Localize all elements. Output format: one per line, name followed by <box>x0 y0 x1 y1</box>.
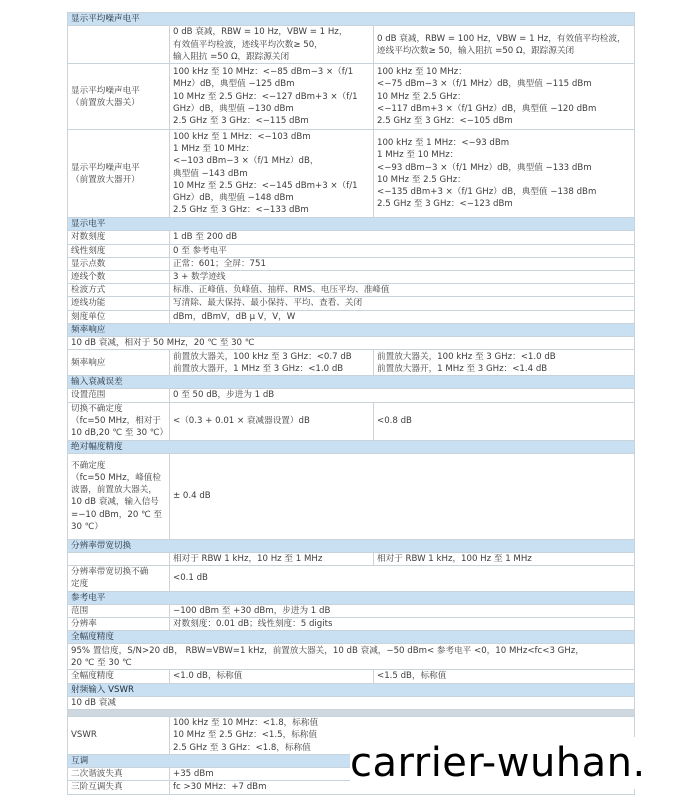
spec-row <box>68 231 635 244</box>
section-title: 全幅度精度 <box>68 631 635 644</box>
spec-value-model-b: 前置放大器关，100 kHz 至 3 GHz：<1.0 dB 前置放大器开，1 MHz 至 3 GHz：<1.4 dB <box>374 350 635 376</box>
spec-value-model-b: 相对于 RBW 1 kHz，100 Hz 至 1 MHz <box>374 553 635 566</box>
spec-row <box>68 604 635 617</box>
section-title: 参考电平 <box>68 591 635 604</box>
section-title: 输入衰减误差 <box>68 376 635 389</box>
spec-value: ± 0.4 dB <box>170 453 635 539</box>
spec-value: 3 + 数学迹线 <box>170 271 635 284</box>
spec-row <box>68 284 635 297</box>
section-title: 分辨率带宽切换 <box>68 539 635 552</box>
spec-value-model-b: <0.8 dB <box>374 402 635 440</box>
spec-label: 迹线功能 <box>68 297 170 310</box>
spec-row <box>68 310 635 323</box>
note-row <box>68 644 635 670</box>
spec-label <box>68 553 170 566</box>
spec-value: 标准、正峰值、负峰值、抽样、RMS、电压平均、准峰值 <box>170 284 635 297</box>
spec-label: 不确定度 （fc=50 MHz，峰值检 波器，前置放大器关， 10 dB 衰减，输入信号 =−10 dBm，20 ℃ 至 30 ℃） <box>68 453 170 539</box>
divider <box>68 710 635 717</box>
spec-label: 范围 <box>68 604 170 617</box>
spec-value: <0.1 dB <box>170 566 635 591</box>
spec-value-model-a: <1.0 dB，标称值 <box>170 670 374 683</box>
spec-label: 显示平均噪声电平 （前置放大器开） <box>68 130 170 218</box>
spec-row <box>68 64 635 130</box>
spec-row <box>68 130 635 218</box>
section-header-row <box>68 218 635 231</box>
spec-row <box>68 257 635 270</box>
spec-value: 对数刻度：0.01 dB；线性刻度：5 digits <box>170 618 635 631</box>
spec-row <box>68 350 635 376</box>
note-row <box>68 696 635 709</box>
spec-label: 对数刻度 <box>68 231 170 244</box>
spec-row <box>68 271 635 284</box>
spec-value: 0 至 参考电平 <box>170 244 635 257</box>
spec-value: +35 dBm <box>170 768 635 781</box>
spec-value: dBm，dBmV，dB μ V，V，W <box>170 310 635 323</box>
section-title: 显示电平 <box>68 218 635 231</box>
spec-value: 100 kHz 至 10 MHz：<1.8，标称值 10 MHz 至 2.5 GHz：<1.5，标称值 2.5 GHz 至 3 GHz：<1.8，标称值 <box>170 717 635 755</box>
spec-label: 分辨率 <box>68 618 170 631</box>
spec-label: 显示点数 <box>68 257 170 270</box>
spec-label: 二次谐波失真 <box>68 768 170 781</box>
condition-note: 95% 置信度，S/N>20 dB， RBW=VBW=1 kHz，前置放大器关，10 dB 衰减，−50 dBm< 参考电平 <0，10 MHz<fc<3 GHz， 20 ℃ 至 30 ℃ <box>68 644 635 670</box>
spec-label: 线性刻度 <box>68 244 170 257</box>
spec-value: 正常：601；全屏：751 <box>170 257 635 270</box>
spec-value: −100 dBm 至 +30 dBm，步进为 1 dB <box>170 604 635 617</box>
spec-value-model-a: 前置放大器关，100 kHz 至 3 GHz：<0.7 dB 前置放大器开，1 MHz 至 3 GHz：<1.0 dB <box>170 350 374 376</box>
spec-value: 写清除、最大保持、最小保持、平均、查看、关闭 <box>170 297 635 310</box>
spec-value-model-b: <1.5 dB，标称值 <box>374 670 635 683</box>
spec-label: 全幅度精度 <box>68 670 170 683</box>
spec-row <box>68 670 635 683</box>
section-header-row <box>68 591 635 604</box>
spec-label: 迹线个数 <box>68 271 170 284</box>
spec-value-model-a: 相对于 RBW 1 kHz，10 Hz 至 1 MHz <box>170 553 374 566</box>
section-title: 射频输入 VSWR <box>68 683 635 696</box>
spec-table <box>67 12 635 795</box>
spec-value: 1 dB 至 200 dB <box>170 231 635 244</box>
spec-label <box>68 26 170 64</box>
spec-label: VSWR <box>68 717 170 755</box>
spec-row <box>68 553 635 566</box>
spec-row <box>68 618 635 631</box>
condition-note: 10 dB 衰减，相对于 50 MHz，20 ℃ 至 30 ℃ <box>68 337 635 350</box>
spec-row <box>68 453 635 539</box>
spec-label: 显示平均噪声电平 （前置放大器关） <box>68 64 170 130</box>
spec-value: fc >30 MHz：+7 dBm <box>170 781 635 794</box>
spec-label: 频率响应 <box>68 350 170 376</box>
spec-label: 分辨率带宽切换不确 定度 <box>68 566 170 591</box>
spec-value: 0 至 50 dB，步进为 1 dB <box>170 389 635 402</box>
spec-value-model-a: <（0.3 + 0.01 × 衰减器设置）dB <box>170 402 374 440</box>
spec-label: 刻度单位 <box>68 310 170 323</box>
spec-row <box>68 389 635 402</box>
spec-label: 切换不确定度 （fc=50 MHz，相对于 10 dB,20 ℃ 至 30 ℃） <box>68 402 170 440</box>
spec-value-model-b: 100 kHz 至 10 MHz： <−75 dBm−3 ×（f/1 MHz）dB，典型值 −115 dBm 10 MHz 至 2.5 GHz： <−117 dBm+3 ×（f/1 GHz）dB，典型值 −120 dBm 2.5 GHz 至 3 GHz：<−105 dBm <box>374 64 635 130</box>
section-header-row <box>68 539 635 552</box>
spec-value-model-a: 0 dB 衰减，RBW = 10 Hz，VBW = 1 Hz， 有效值平均检波，迹线平均次数≥ 50， 输入阻抗 =50 Ω，跟踪源关闭 <box>170 26 374 64</box>
section-header-row <box>68 376 635 389</box>
section-header-row <box>68 683 635 696</box>
spec-value-model-b: 100 kHz 至 1 MHz：<−93 dBm 1 MHz 至 10 MHz： <−93 dBm−3 ×（f/1 MHz）dB，典型值 −133 dBm 10 MHz 至 2.5 GHz： <−135 dBm+3 ×（f/1 GHz）dB，典型值 −138 dBm 2.5 GHz 至 3 GHz：<−123 dBm <box>374 130 635 218</box>
note-row <box>68 337 635 350</box>
section-title: 显示平均噪声电平 <box>68 13 635 26</box>
divider-row <box>68 710 635 717</box>
spec-row <box>68 402 635 440</box>
spec-value-model-a: 100 kHz 至 1 MHz：<−103 dBm 1 MHz 至 10 MHz： <−103 dBm−3 ×（f/1 MHz）dB， 典型值 −143 dBm 10 MHz 至 2.5 GHz：<−145 dBm+3 ×（f/1 GHz）dB，典型值 −148 dBm 2.5 GHz 至 3 GHz：<−133 dBm <box>170 130 374 218</box>
spec-row <box>68 26 635 64</box>
spec-row <box>68 244 635 257</box>
section-title: 绝对幅度精度 <box>68 440 635 453</box>
spec-label: 三阶互调失真 <box>68 781 170 794</box>
spec-row <box>68 566 635 591</box>
spec-label: 检波方式 <box>68 284 170 297</box>
section-header-row <box>68 323 635 336</box>
watermark-text: carrier-wuhan. <box>350 737 650 789</box>
section-title: 频率响应 <box>68 323 635 336</box>
section-header-row <box>68 440 635 453</box>
spec-value-model-a: 100 kHz 至 10 MHz：<−85 dBm−3 ×（f/1 MHz）dB，典型值 −125 dBm 10 MHz 至 2.5 GHz：<−127 dBm+3 ×（f/1 GHz）dB，典型值 −130 dBm 2.5 GHz 至 3 GHz：<−115 dBm <box>170 64 374 130</box>
section-header-row <box>68 13 635 26</box>
condition-note: 10 dB 衰减 <box>68 696 635 709</box>
section-title: 互调 <box>68 755 635 768</box>
spec-label: 设置范围 <box>68 389 170 402</box>
spec-value-model-b: 0 dB 衰减，RBW = 100 Hz，VBW = 1 Hz，有效值平均检波， 迹线平均次数≥ 50，输入阻抗 =50 Ω，跟踪源关闭 <box>374 26 635 64</box>
section-header-row <box>68 631 635 644</box>
spec-row <box>68 297 635 310</box>
